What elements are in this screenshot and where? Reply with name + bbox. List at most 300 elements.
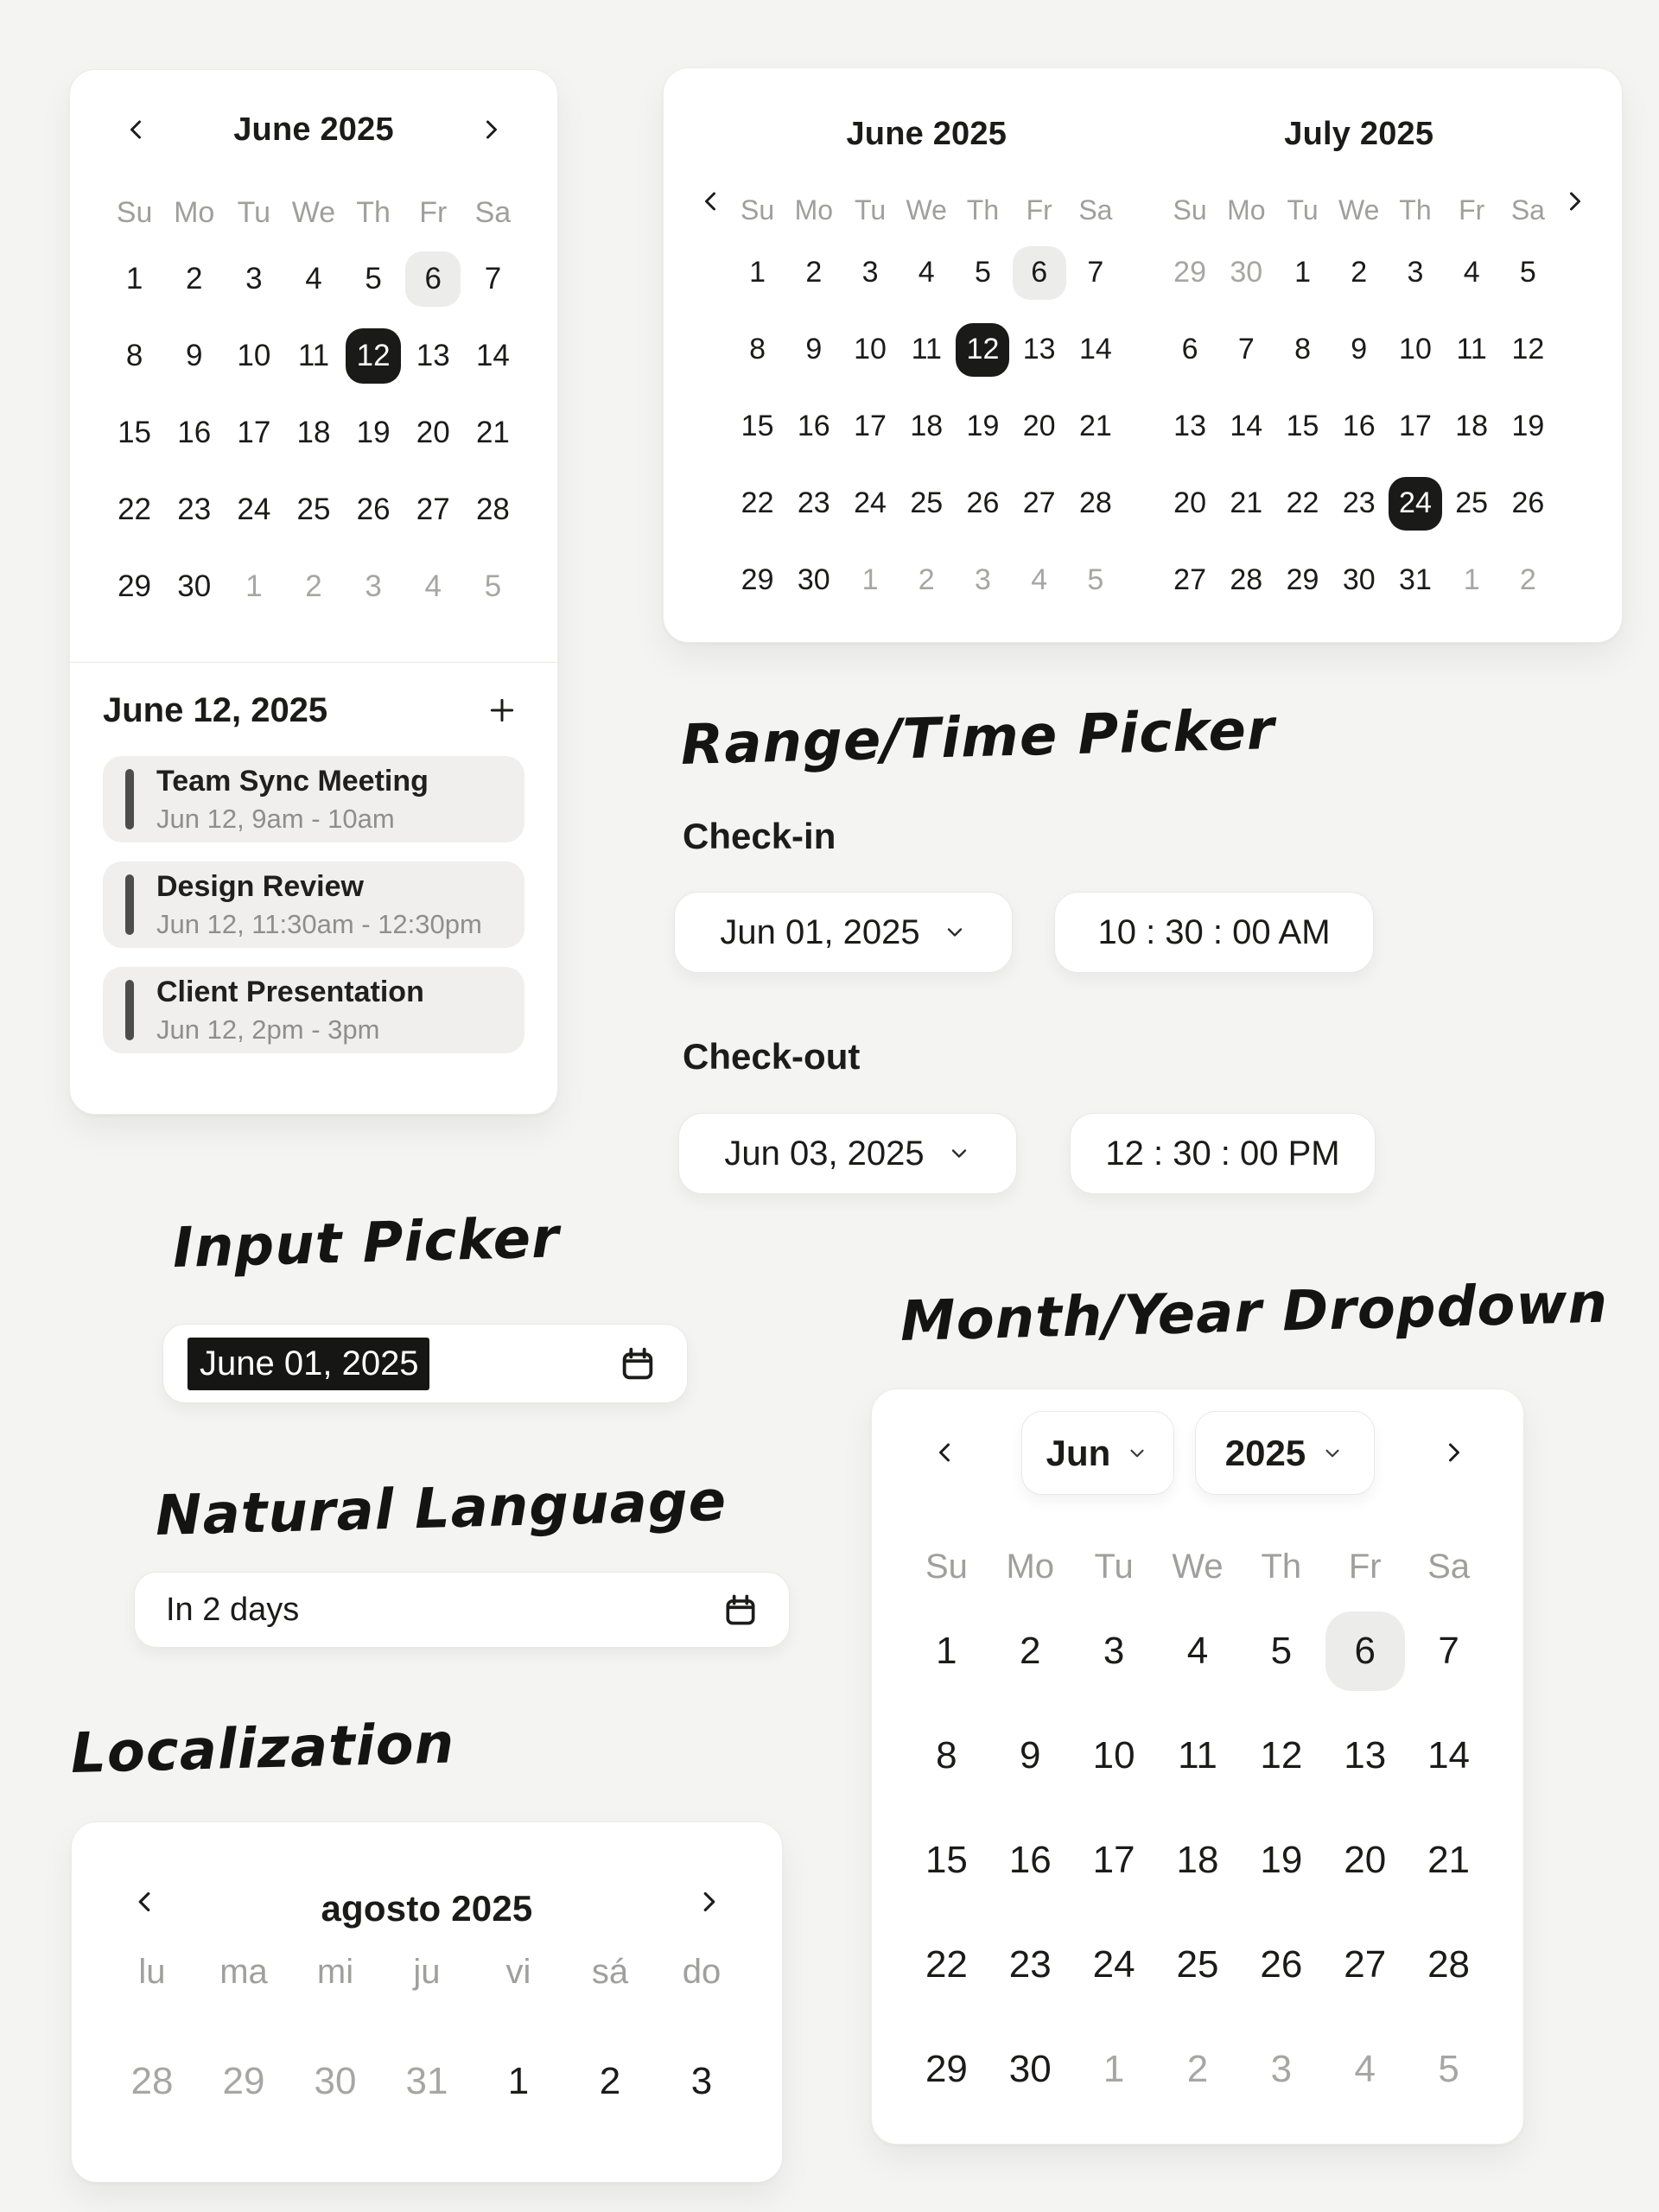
- prev-month-button[interactable]: [920, 1428, 969, 1477]
- day-cell[interactable]: [463, 317, 523, 394]
- day-cell[interactable]: [1500, 388, 1556, 465]
- event-time: Jun 12, 11:30am - 12:30pm: [156, 908, 482, 939]
- day-cell[interactable]: [1323, 1912, 1407, 2017]
- day-number: 28: [475, 492, 510, 526]
- day-cell[interactable]: [1072, 1808, 1156, 1912]
- day-number: 15: [741, 410, 774, 442]
- day-cell[interactable]: [1323, 1808, 1407, 1912]
- day-cell[interactable]: [1500, 542, 1556, 619]
- day-number: 2: [1020, 1629, 1041, 1672]
- day-cell[interactable]: [1239, 2017, 1323, 2121]
- day-number: 25: [296, 492, 331, 526]
- day-cell[interactable]: [955, 542, 1011, 619]
- day-cell[interactable]: [473, 2038, 564, 2125]
- day-cell[interactable]: [842, 465, 898, 542]
- day-number: 29: [118, 569, 152, 603]
- day-cell[interactable]: [1444, 465, 1500, 542]
- day-cell[interactable]: [905, 2017, 988, 2121]
- day-cell[interactable]: [656, 2038, 747, 2125]
- day-of-week-label: mi: [316, 1952, 354, 1991]
- day-cell[interactable]: [1387, 234, 1443, 311]
- day-number: 9: [805, 333, 823, 365]
- section-heading-natural-language: Natural Language: [155, 1469, 728, 1548]
- day-number: 20: [1173, 486, 1206, 519]
- day-number: 2: [1351, 256, 1368, 289]
- day-number: 26: [1511, 486, 1545, 519]
- day-cell[interactable]: [729, 542, 785, 619]
- day-of-week-label: Sa: [1427, 1547, 1471, 1586]
- day-of-week-row: [905, 1541, 1491, 1592]
- day-cell[interactable]: [1407, 2017, 1491, 2121]
- day-of-week-row: [729, 186, 1124, 234]
- day-number: 21: [475, 415, 510, 449]
- day-cell[interactable]: [1156, 1912, 1240, 2017]
- day-cell[interactable]: [1274, 465, 1331, 542]
- day-cell[interactable]: [224, 394, 283, 471]
- day-number: 16: [177, 415, 212, 449]
- prev-month-button[interactable]: [686, 177, 734, 226]
- day-number: 6: [1181, 333, 1198, 365]
- day-cell-today[interactable]: [1323, 1599, 1407, 1703]
- day-cell[interactable]: [283, 394, 343, 471]
- event-item[interactable]: [103, 756, 524, 842]
- day-of-week-label: Th: [1261, 1547, 1302, 1586]
- day-number: 21: [1427, 1838, 1471, 1881]
- day-cell[interactable]: [1156, 1808, 1240, 1912]
- next-month-button[interactable]: [685, 1874, 734, 1929]
- day-number: 27: [1344, 1942, 1387, 1986]
- day-number: 25: [1455, 486, 1489, 519]
- day-number: 4: [918, 256, 935, 289]
- day-of-week-label: Su: [741, 194, 775, 226]
- section-heading-range-time: Range/Time Picker: [680, 698, 1276, 778]
- day-cell[interactable]: [729, 311, 785, 388]
- day-number: 2: [805, 256, 823, 289]
- next-month-button[interactable]: [1551, 177, 1599, 226]
- day-number: 7: [1438, 1629, 1459, 1672]
- day-cell[interactable]: [105, 394, 164, 471]
- check-out-time-value: 12 : 30 : 00 PM: [1105, 1134, 1340, 1173]
- day-number: 3: [245, 261, 263, 296]
- day-number: 14: [475, 338, 510, 372]
- day-cell[interactable]: [1323, 1703, 1407, 1808]
- chevron-right-icon: [693, 1885, 726, 1918]
- day-cell[interactable]: [1331, 388, 1387, 465]
- day-cell[interactable]: [905, 1599, 988, 1703]
- event-title: Design Review: [156, 869, 364, 903]
- day-number: 30: [797, 563, 830, 596]
- day-cell[interactable]: [729, 388, 785, 465]
- day-cell[interactable]: [905, 1808, 988, 1912]
- day-number: 1: [861, 563, 879, 596]
- day-number: 22: [1286, 486, 1319, 519]
- day-number: 30: [1008, 2047, 1052, 2090]
- day-cell[interactable]: [1407, 1912, 1491, 2017]
- day-cell[interactable]: [1387, 388, 1443, 465]
- day-cell[interactable]: [1162, 465, 1218, 542]
- day-cell[interactable]: [224, 548, 283, 625]
- day-cell[interactable]: [1067, 311, 1123, 388]
- event-item[interactable]: [103, 967, 524, 1053]
- day-cell[interactable]: [1274, 542, 1331, 619]
- next-month-button[interactable]: [1430, 1428, 1478, 1477]
- next-month-button[interactable]: [467, 105, 516, 154]
- day-cell[interactable]: [1156, 1703, 1240, 1808]
- calendar-icon[interactable]: [618, 1344, 658, 1383]
- year-select-value: 2025: [1224, 1432, 1306, 1473]
- day-cell[interactable]: [1067, 542, 1123, 619]
- year-select-dropdown[interactable]: [1195, 1411, 1375, 1495]
- day-cell[interactable]: [1387, 311, 1443, 388]
- day-number: 27: [1173, 563, 1206, 596]
- day-cell[interactable]: [164, 471, 224, 548]
- day-cell[interactable]: [1072, 1703, 1156, 1808]
- day-number: 26: [1260, 1942, 1303, 1986]
- day-cell[interactable]: [1072, 1599, 1156, 1703]
- day-cell[interactable]: [463, 548, 523, 625]
- day-number: 2: [1519, 563, 1536, 596]
- day-cell[interactable]: [1239, 1912, 1323, 2017]
- day-cell[interactable]: [1331, 311, 1387, 388]
- day-number: 5: [1087, 563, 1104, 596]
- day-number: 17: [237, 415, 271, 449]
- day-cell[interactable]: [283, 317, 343, 394]
- day-number: 7: [1087, 256, 1104, 289]
- day-cell[interactable]: [105, 548, 164, 625]
- day-of-week-label: Fr: [419, 195, 448, 229]
- check-out-time-field[interactable]: [1070, 1113, 1376, 1194]
- day-cell[interactable]: [1407, 1599, 1491, 1703]
- day-number: 10: [237, 338, 271, 372]
- day-number: 31: [1399, 563, 1432, 596]
- day-cell[interactable]: [988, 1703, 1072, 1808]
- calendar-title: agosto 2025: [321, 1888, 533, 1929]
- day-cell[interactable]: [842, 234, 898, 311]
- day-cell[interactable]: [1500, 311, 1556, 388]
- day-cell[interactable]: [1500, 234, 1556, 311]
- day-cell[interactable]: [283, 548, 343, 625]
- day-number: 20: [416, 415, 450, 449]
- month-july: [1162, 108, 1557, 619]
- day-cell[interactable]: [955, 388, 1011, 465]
- day-number: 1: [1103, 2047, 1125, 2090]
- day-cell[interactable]: [1274, 234, 1331, 311]
- day-cell[interactable]: [1387, 542, 1443, 619]
- event-time: Jun 12, 2pm - 3pm: [156, 1014, 380, 1045]
- day-cell[interactable]: [1218, 234, 1274, 311]
- day-number: 29: [741, 563, 774, 596]
- prev-month-button[interactable]: [111, 105, 160, 154]
- day-cell[interactable]: [1500, 465, 1556, 542]
- day-cell[interactable]: [1331, 234, 1387, 311]
- day-number: 1: [749, 256, 766, 289]
- chevron-down-icon: [1126, 1442, 1148, 1465]
- day-number: 11: [297, 338, 330, 372]
- day-number: 1: [507, 2060, 530, 2102]
- day-number: 24: [854, 486, 887, 519]
- day-cell[interactable]: [1067, 234, 1123, 311]
- day-cell[interactable]: [1218, 388, 1274, 465]
- check-in-label: Check-in: [683, 816, 836, 856]
- day-number: 14: [1230, 410, 1263, 442]
- day-of-week-label: ju: [413, 1952, 441, 1991]
- day-cell[interactable]: [899, 234, 955, 311]
- day-cell[interactable]: [344, 240, 404, 317]
- check-in-date-dropdown[interactable]: [674, 892, 1013, 973]
- day-of-week-label: We: [1172, 1547, 1224, 1586]
- day-cell[interactable]: [1067, 388, 1123, 465]
- day-cell[interactable]: [1444, 311, 1500, 388]
- day-number: 11: [1456, 333, 1487, 365]
- day-of-week-row: [106, 1944, 747, 1999]
- day-cell[interactable]: [164, 317, 224, 394]
- day-cell-selected[interactable]: [1387, 465, 1443, 542]
- day-of-week-label: ma: [219, 1952, 268, 1991]
- day-cell-selected[interactable]: [344, 317, 404, 394]
- day-cell[interactable]: [106, 2038, 198, 2125]
- day-number: 19: [1511, 410, 1545, 442]
- day-cell[interactable]: [404, 548, 463, 625]
- day-cell[interactable]: [842, 388, 898, 465]
- day-cell[interactable]: [224, 471, 283, 548]
- day-number: 30: [177, 569, 212, 603]
- day-of-week-label: Mo: [1227, 194, 1266, 226]
- day-cell[interactable]: [785, 465, 842, 542]
- day-grid: [1162, 234, 1557, 619]
- day-cell[interactable]: [1011, 542, 1067, 619]
- day-cell[interactable]: [988, 2017, 1072, 2121]
- day-cell[interactable]: [404, 317, 463, 394]
- day-cell[interactable]: [988, 1808, 1072, 1912]
- day-of-week-label: Th: [356, 195, 391, 229]
- day-cell[interactable]: [344, 548, 404, 625]
- day-cell[interactable]: [729, 465, 785, 542]
- day-number: 15: [118, 415, 152, 449]
- day-cell[interactable]: [1072, 2017, 1156, 2121]
- day-number: 18: [1455, 410, 1489, 442]
- event-title: Client Presentation: [156, 975, 424, 1008]
- day-cell[interactable]: [1274, 311, 1331, 388]
- day-cell[interactable]: [1162, 234, 1218, 311]
- day-cell[interactable]: [283, 240, 343, 317]
- day-cell[interactable]: [1274, 388, 1331, 465]
- day-cell[interactable]: [564, 2038, 656, 2125]
- day-cell[interactable]: [1331, 465, 1387, 542]
- day-cell[interactable]: [1011, 311, 1067, 388]
- day-cell[interactable]: [105, 240, 164, 317]
- day-cell[interactable]: [164, 548, 224, 625]
- day-cell[interactable]: [785, 388, 842, 465]
- day-of-week-label: Tu: [1287, 194, 1319, 226]
- day-cell[interactable]: [1011, 388, 1067, 465]
- day-of-week-label: Mo: [794, 194, 834, 226]
- day-number: 6: [405, 251, 461, 307]
- day-number: 23: [1008, 1942, 1052, 1986]
- day-number: 13: [416, 338, 450, 372]
- day-number: 5: [1519, 256, 1536, 289]
- day-cell[interactable]: [785, 311, 842, 388]
- day-cell[interactable]: [463, 394, 523, 471]
- event-item[interactable]: [103, 861, 524, 948]
- day-cell[interactable]: [463, 471, 523, 548]
- day-cell[interactable]: [785, 542, 842, 619]
- day-number: 2: [305, 569, 322, 603]
- day-number: 2: [918, 563, 935, 596]
- day-number: 20: [1022, 410, 1056, 442]
- day-cell[interactable]: [785, 234, 842, 311]
- day-number: 28: [1078, 486, 1112, 519]
- day-of-week-label: Th: [966, 194, 1000, 226]
- day-cell[interactable]: [905, 1703, 988, 1808]
- day-cell[interactable]: [1162, 311, 1218, 388]
- day-number: 1: [1294, 256, 1311, 289]
- day-cell[interactable]: [164, 394, 224, 471]
- date-text-input[interactable]: [162, 1324, 688, 1403]
- day-number: 3: [861, 256, 879, 289]
- natural-language-input[interactable]: [134, 1572, 790, 1648]
- check-in-time-value: 10 : 30 : 00 AM: [1097, 912, 1331, 951]
- calendar-icon[interactable]: [721, 1591, 760, 1629]
- day-cell[interactable]: [224, 240, 283, 317]
- day-cell[interactable]: [1444, 542, 1500, 619]
- day-cell-today[interactable]: [1011, 234, 1067, 311]
- day-cell[interactable]: [955, 465, 1011, 542]
- day-cell[interactable]: [164, 240, 224, 317]
- day-number: 11: [911, 333, 942, 365]
- day-of-week-label: Mo: [174, 195, 215, 229]
- day-cell[interactable]: [1239, 1703, 1323, 1808]
- day-cell[interactable]: [899, 542, 955, 619]
- day-grid: [106, 2038, 747, 2125]
- day-cell[interactable]: [404, 471, 463, 548]
- day-cell[interactable]: [1162, 542, 1218, 619]
- day-cell[interactable]: [1239, 1808, 1323, 1912]
- day-number: 4: [1463, 256, 1480, 289]
- day-cell-today[interactable]: [404, 240, 463, 317]
- day-cell[interactable]: [289, 2038, 381, 2125]
- month-title: July 2025: [1284, 115, 1434, 152]
- day-cell[interactable]: [899, 311, 955, 388]
- prev-month-button[interactable]: [120, 1874, 168, 1929]
- day-number: 7: [484, 261, 502, 296]
- day-cell[interactable]: [1444, 234, 1500, 311]
- day-cell[interactable]: [988, 1599, 1072, 1703]
- day-cell[interactable]: [463, 240, 523, 317]
- day-number: 2: [1186, 2047, 1209, 2090]
- day-cell[interactable]: [1239, 1599, 1323, 1703]
- range-calendar-card: [663, 67, 1623, 643]
- day-number: 25: [910, 486, 944, 519]
- day-number: 15: [925, 1838, 968, 1881]
- day-cell[interactable]: [404, 394, 463, 471]
- day-cell[interactable]: [1331, 542, 1387, 619]
- day-number: 8: [749, 333, 766, 365]
- day-number: 31: [405, 2060, 448, 2102]
- day-cell[interactable]: [1323, 2017, 1407, 2121]
- day-cell[interactable]: [1072, 1912, 1156, 2017]
- day-cell[interactable]: [1162, 388, 1218, 465]
- day-cell[interactable]: [842, 542, 898, 619]
- day-number: 16: [1008, 1838, 1052, 1881]
- day-cell[interactable]: [344, 471, 404, 548]
- chevron-right-icon: [1439, 1437, 1470, 1468]
- day-number: 29: [925, 2047, 968, 2090]
- day-cell[interactable]: [1218, 465, 1274, 542]
- day-of-week-label: Fr: [1348, 1547, 1382, 1586]
- day-cell[interactable]: [955, 234, 1011, 311]
- day-cell[interactable]: [729, 234, 785, 311]
- day-cell[interactable]: [988, 1912, 1072, 2017]
- day-number: 30: [1342, 563, 1376, 596]
- day-grid: [905, 1599, 1491, 2121]
- day-number: 22: [741, 486, 774, 519]
- calendar: [70, 70, 557, 625]
- check-in-time-field[interactable]: [1054, 892, 1374, 973]
- day-cell[interactable]: [1067, 465, 1123, 542]
- day-cell[interactable]: [381, 2038, 473, 2125]
- day-cell[interactable]: [344, 394, 404, 471]
- day-of-week-label: We: [291, 195, 336, 229]
- day-number: 12: [1511, 333, 1545, 365]
- chevron-left-icon: [695, 186, 726, 217]
- day-number: 1: [125, 261, 143, 296]
- day-of-week-label: Sa: [1078, 194, 1113, 226]
- day-cell[interactable]: [1156, 2017, 1240, 2121]
- chevron-down-icon: [943, 920, 967, 944]
- plus-icon: [485, 693, 519, 728]
- month-select-dropdown[interactable]: [1021, 1411, 1174, 1495]
- day-cell[interactable]: [1156, 1599, 1240, 1703]
- day-cell-selected[interactable]: [955, 311, 1011, 388]
- day-number: 3: [974, 563, 991, 596]
- chevron-right-icon: [476, 114, 507, 145]
- day-cell[interactable]: [105, 471, 164, 548]
- day-number: 15: [1286, 410, 1319, 442]
- day-cell[interactable]: [105, 317, 164, 394]
- section-heading-input-picker: Input Picker: [172, 1206, 561, 1281]
- day-cell[interactable]: [905, 1912, 988, 2017]
- add-event-button[interactable]: [480, 688, 524, 733]
- check-out-date-dropdown[interactable]: [678, 1113, 1017, 1194]
- day-cell[interactable]: [224, 317, 283, 394]
- day-cell[interactable]: [1011, 465, 1067, 542]
- day-number: 12: [346, 328, 401, 384]
- day-cell[interactable]: [899, 465, 955, 542]
- day-number: 24: [1092, 1942, 1135, 1986]
- day-number: 9: [1351, 333, 1368, 365]
- day-number: 29: [1173, 256, 1206, 289]
- day-cell[interactable]: [198, 2038, 289, 2125]
- day-number: 17: [854, 410, 887, 442]
- day-cell[interactable]: [842, 311, 898, 388]
- day-of-week-label: Su: [1173, 194, 1207, 226]
- day-cell[interactable]: [899, 388, 955, 465]
- day-cell[interactable]: [1407, 1808, 1491, 1912]
- day-number: 29: [1286, 563, 1319, 596]
- day-cell[interactable]: [1218, 311, 1274, 388]
- day-cell[interactable]: [283, 471, 343, 548]
- day-cell[interactable]: [1407, 1703, 1491, 1808]
- day-number: 6: [1325, 1611, 1405, 1691]
- day-cell[interactable]: [1218, 542, 1274, 619]
- day-cell[interactable]: [1444, 388, 1500, 465]
- day-number: 2: [185, 261, 203, 296]
- day-number: 24: [1389, 477, 1442, 531]
- day-of-week-label: Sa: [474, 195, 512, 229]
- day-number: 12: [956, 323, 1009, 377]
- day-of-week-label: Mo: [1006, 1547, 1055, 1586]
- day-number: 26: [356, 492, 391, 526]
